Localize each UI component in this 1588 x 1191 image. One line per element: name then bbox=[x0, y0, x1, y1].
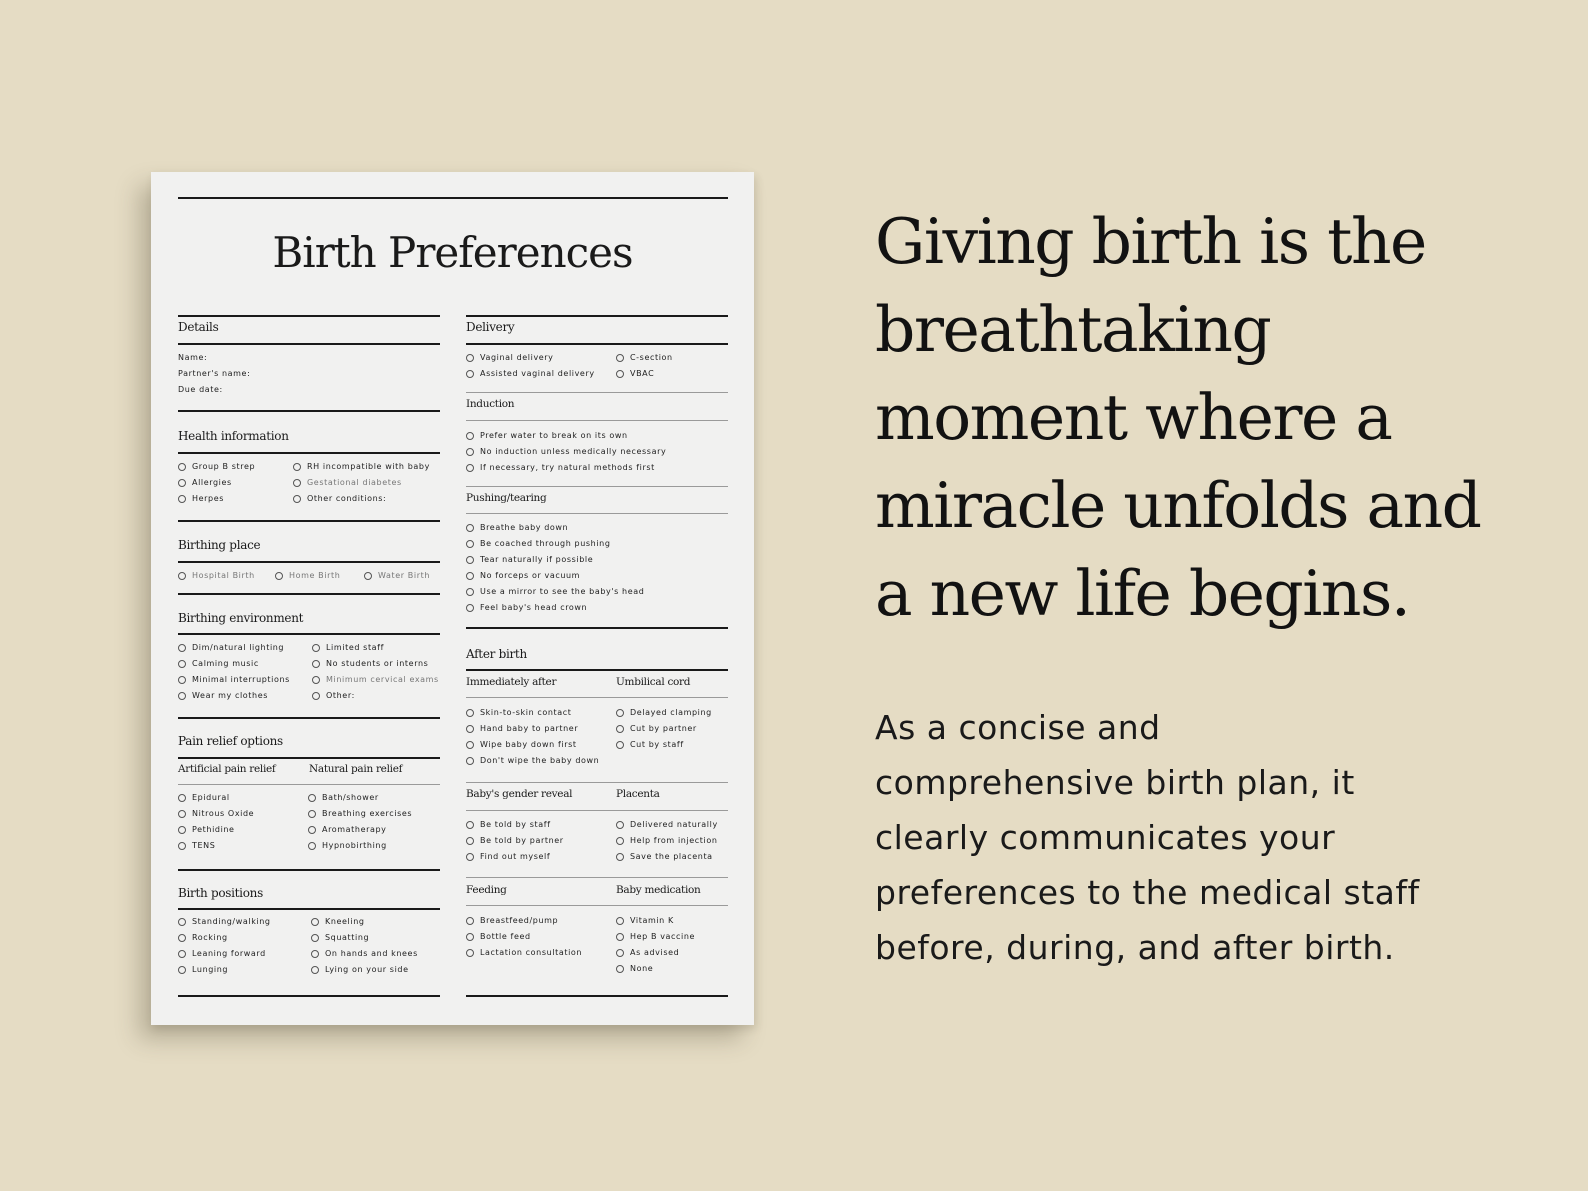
checkbox-icon[interactable] bbox=[178, 918, 186, 926]
option-other-conditions[interactable] bbox=[293, 494, 386, 503]
checkbox-icon[interactable] bbox=[308, 794, 316, 802]
section-title-details: Details bbox=[178, 320, 219, 334]
checkbox-icon[interactable] bbox=[178, 692, 186, 700]
option-label: Cut by staff bbox=[630, 740, 684, 749]
option-no-students[interactable] bbox=[312, 659, 428, 668]
checkbox-icon[interactable] bbox=[466, 709, 474, 717]
option-bath-shower[interactable] bbox=[308, 793, 379, 802]
option-help-from-injection[interactable] bbox=[616, 836, 718, 845]
checkbox-icon[interactable] bbox=[311, 950, 319, 958]
headline-line: Giving birth is the bbox=[875, 205, 1426, 278]
body-line: clearly communicates your bbox=[875, 818, 1336, 857]
option-label: Aromatherapy bbox=[322, 825, 387, 834]
checkbox-icon[interactable] bbox=[466, 725, 474, 733]
option-label: Hep B vaccine bbox=[630, 932, 696, 941]
checkbox-icon[interactable] bbox=[616, 933, 624, 941]
checkbox-icon[interactable] bbox=[616, 725, 624, 733]
section-rule bbox=[178, 410, 440, 412]
option-wipe-baby-first[interactable] bbox=[466, 740, 577, 749]
option-wear-my-clothes[interactable] bbox=[178, 691, 268, 700]
option-vbac[interactable] bbox=[616, 369, 654, 378]
subsection-rule bbox=[466, 697, 728, 698]
option-epidural[interactable] bbox=[178, 793, 230, 802]
option-c-section[interactable] bbox=[616, 353, 673, 362]
checkbox-icon[interactable] bbox=[616, 709, 624, 717]
checkbox-icon[interactable] bbox=[312, 676, 320, 684]
option-label: Home Birth bbox=[289, 571, 341, 580]
option-lunging[interactable] bbox=[178, 965, 228, 974]
option-label: RH incompatible with baby bbox=[307, 462, 430, 471]
checkbox-icon[interactable] bbox=[311, 966, 319, 974]
option-label: Lunging bbox=[192, 965, 229, 974]
option-label: Standing/walking bbox=[192, 917, 271, 926]
body-line: preferences to the medical staff bbox=[875, 873, 1420, 912]
section-rule bbox=[466, 315, 728, 317]
headline-line: a new life begins. bbox=[875, 557, 1410, 630]
subsection-rule bbox=[466, 782, 728, 783]
option-label: Water Birth bbox=[378, 571, 430, 580]
option-leaning-forward[interactable] bbox=[178, 949, 266, 958]
checkbox-icon[interactable] bbox=[616, 354, 624, 362]
checkbox-icon[interactable] bbox=[178, 950, 186, 958]
checkbox-icon[interactable] bbox=[466, 933, 474, 941]
option-rh-incompatible[interactable] bbox=[293, 462, 430, 471]
checkbox-icon[interactable] bbox=[178, 479, 186, 487]
option-label: Other: bbox=[326, 691, 355, 700]
checkbox-icon[interactable] bbox=[364, 572, 372, 580]
option-natural-methods-first[interactable] bbox=[466, 463, 655, 472]
birth-preferences-sheet bbox=[151, 172, 754, 1025]
section-rule bbox=[178, 520, 440, 522]
option-calming-music[interactable] bbox=[178, 659, 259, 668]
bottom-rule bbox=[466, 995, 728, 997]
checkbox-icon[interactable] bbox=[466, 741, 474, 749]
body-copy bbox=[875, 700, 1535, 975]
subsection-rule bbox=[466, 486, 728, 487]
option-hep-b-vaccine[interactable] bbox=[616, 932, 695, 941]
section-rule bbox=[178, 561, 440, 563]
checkbox-icon[interactable] bbox=[308, 810, 316, 818]
option-label: None bbox=[630, 964, 654, 973]
option-label: Use a mirror to see the baby's head bbox=[480, 587, 645, 596]
section-title-pushing: Pushing/tearing bbox=[466, 492, 547, 504]
section-rule bbox=[466, 343, 728, 345]
option-label: Vaginal delivery bbox=[480, 353, 554, 362]
checkbox-icon[interactable] bbox=[293, 479, 301, 487]
checkbox-icon[interactable] bbox=[466, 370, 474, 378]
checkbox-icon[interactable] bbox=[178, 644, 186, 652]
option-label: Cut by partner bbox=[630, 724, 697, 733]
section-title-delivery: Delivery bbox=[466, 320, 515, 334]
option-other-environment[interactable] bbox=[312, 691, 355, 700]
checkbox-icon[interactable] bbox=[293, 495, 301, 503]
section-rule bbox=[178, 717, 440, 719]
subtitle-natural-pain-relief: Natural pain relief bbox=[309, 763, 403, 775]
option-label: Dim/natural lighting bbox=[192, 643, 285, 652]
option-label: VBAC bbox=[630, 369, 655, 378]
subsection-rule bbox=[466, 420, 728, 421]
body-line: As a concise and bbox=[875, 708, 1161, 747]
option-label: As advised bbox=[630, 948, 680, 957]
option-label: TENS bbox=[192, 841, 216, 850]
checkbox-icon[interactable] bbox=[178, 676, 186, 684]
body-line: comprehensive birth plan, it bbox=[875, 763, 1355, 802]
body-line: before, during, and after birth. bbox=[875, 928, 1395, 967]
checkbox-icon[interactable] bbox=[616, 821, 624, 829]
section-rule bbox=[178, 869, 440, 871]
section-rule bbox=[466, 669, 728, 671]
option-label: Help from injection bbox=[630, 836, 718, 845]
option-told-by-partner[interactable] bbox=[466, 836, 564, 845]
option-label: Lying on your side bbox=[325, 965, 409, 974]
section-title-positions: Birth positions bbox=[178, 886, 263, 900]
left-column bbox=[178, 172, 440, 1025]
checkbox-icon[interactable] bbox=[466, 556, 474, 564]
checkbox-icon[interactable] bbox=[466, 588, 474, 596]
option-dont-wipe-baby[interactable] bbox=[466, 756, 599, 765]
option-none[interactable] bbox=[616, 964, 653, 973]
option-label: Delayed clamping bbox=[630, 708, 712, 717]
subsection-rule bbox=[466, 392, 728, 393]
checkbox-icon[interactable] bbox=[178, 660, 186, 668]
option-label: Hypnobirthing bbox=[322, 841, 387, 850]
checkbox-icon[interactable] bbox=[178, 810, 186, 818]
option-no-forceps[interactable] bbox=[466, 571, 580, 580]
checkbox-icon[interactable] bbox=[311, 934, 319, 942]
document-title: Birth Preferences bbox=[272, 228, 633, 277]
option-label: Group B strep bbox=[192, 462, 256, 471]
option-limited-staff[interactable] bbox=[312, 643, 384, 652]
option-breathe-baby-down[interactable] bbox=[466, 523, 568, 532]
option-hands-and-knees[interactable] bbox=[311, 949, 418, 958]
option-label: Wipe baby down first bbox=[480, 740, 577, 749]
checkbox-icon[interactable] bbox=[616, 917, 624, 925]
checkbox-icon[interactable] bbox=[466, 354, 474, 362]
option-label: Be told by partner bbox=[480, 836, 564, 845]
option-tear-naturally[interactable] bbox=[466, 555, 593, 564]
checkbox-icon[interactable] bbox=[466, 432, 474, 440]
option-gestational-diabetes[interactable] bbox=[293, 478, 402, 487]
checkbox-icon[interactable] bbox=[308, 842, 316, 850]
checkbox-icon[interactable] bbox=[466, 757, 474, 765]
option-label: Be coached through pushing bbox=[480, 539, 611, 548]
checkbox-icon[interactable] bbox=[178, 463, 186, 471]
option-squatting[interactable] bbox=[311, 933, 369, 942]
option-minimum-exams[interactable] bbox=[312, 675, 439, 684]
subsection-rule bbox=[466, 513, 728, 514]
option-lactation-consultation[interactable] bbox=[466, 948, 582, 957]
checkbox-icon[interactable] bbox=[178, 966, 186, 974]
option-group-b-strep[interactable] bbox=[178, 462, 255, 471]
option-label: Breathe baby down bbox=[480, 523, 569, 532]
checkbox-icon[interactable] bbox=[466, 448, 474, 456]
section-rule bbox=[178, 343, 440, 345]
checkbox-icon[interactable] bbox=[616, 965, 624, 973]
subtitle-umbilical-cord: Umbilical cord bbox=[616, 676, 691, 688]
name-field-label: Name: bbox=[178, 353, 208, 362]
option-water-birth[interactable] bbox=[364, 571, 430, 580]
option-label: No forceps or vacuum bbox=[480, 571, 581, 580]
option-save-placenta[interactable] bbox=[616, 852, 713, 861]
option-label: Don't wipe the baby down bbox=[480, 756, 600, 765]
option-no-induction[interactable] bbox=[466, 447, 666, 456]
subtitle-feeding: Feeding bbox=[466, 884, 507, 896]
checkbox-icon[interactable] bbox=[178, 794, 186, 802]
option-label: Delivered naturally bbox=[630, 820, 718, 829]
option-told-by-staff[interactable] bbox=[466, 820, 551, 829]
option-delivered-naturally[interactable] bbox=[616, 820, 718, 829]
option-water-break-own[interactable] bbox=[466, 431, 628, 440]
option-label: Squatting bbox=[325, 933, 370, 942]
checkbox-icon[interactable] bbox=[312, 692, 320, 700]
option-hospital-birth[interactable] bbox=[178, 571, 255, 580]
option-breastfeed-pump[interactable] bbox=[466, 916, 558, 925]
option-bottle-feed[interactable] bbox=[466, 932, 531, 941]
option-feel-head-crown[interactable] bbox=[466, 603, 587, 612]
headline bbox=[875, 198, 1515, 638]
checkbox-icon[interactable] bbox=[275, 572, 283, 580]
section-title-environment: Birthing environment bbox=[178, 611, 304, 625]
checkbox-icon[interactable] bbox=[466, 837, 474, 845]
option-label: If necessary, try natural methods first bbox=[480, 463, 655, 472]
subtitle-baby-medication: Baby medication bbox=[616, 884, 701, 896]
option-label: Bath/shower bbox=[322, 793, 379, 802]
option-hypnobirthing[interactable] bbox=[308, 841, 387, 850]
checkbox-icon[interactable] bbox=[616, 370, 624, 378]
subsection-rule bbox=[466, 877, 728, 878]
headline-line: breathtaking bbox=[875, 293, 1271, 366]
option-label: Epidural bbox=[192, 793, 230, 802]
option-label: Kneeling bbox=[325, 917, 365, 926]
checkbox-icon[interactable] bbox=[312, 644, 320, 652]
option-label: On hands and knees bbox=[325, 949, 418, 958]
option-label: Skin-to-skin contact bbox=[480, 708, 572, 717]
option-as-advised[interactable] bbox=[616, 948, 679, 957]
checkbox-icon[interactable] bbox=[466, 464, 474, 472]
option-label: Find out myself bbox=[480, 852, 551, 861]
option-label: Prefer water to break on its own bbox=[480, 431, 628, 440]
option-allergies[interactable] bbox=[178, 478, 232, 487]
option-label: Other conditions: bbox=[307, 494, 387, 503]
option-label: Wear my clothes bbox=[192, 691, 268, 700]
section-title-after-birth: After birth bbox=[466, 647, 527, 661]
section-rule bbox=[178, 593, 440, 595]
option-vitamin-k[interactable] bbox=[616, 916, 674, 925]
option-skin-to-skin[interactable] bbox=[466, 708, 572, 717]
checkbox-icon[interactable] bbox=[616, 837, 624, 845]
option-label: Vitamin K bbox=[630, 916, 674, 925]
checkbox-icon[interactable] bbox=[466, 572, 474, 580]
checkbox-icon[interactable] bbox=[466, 604, 474, 612]
due-date-field-label: Due date: bbox=[178, 385, 223, 394]
checkbox-icon[interactable] bbox=[616, 741, 624, 749]
option-kneeling[interactable] bbox=[311, 917, 365, 926]
option-label: Minimal interruptions bbox=[192, 675, 290, 684]
option-label: Pethidine bbox=[192, 825, 235, 834]
option-label: Nitrous Oxide bbox=[192, 809, 255, 818]
partner-name-field-label: Partner's name: bbox=[178, 369, 251, 378]
checkbox-icon[interactable] bbox=[178, 842, 186, 850]
checkbox-icon[interactable] bbox=[311, 918, 319, 926]
checkbox-icon[interactable] bbox=[466, 853, 474, 861]
checkbox-icon[interactable] bbox=[178, 495, 186, 503]
option-cut-by-partner[interactable] bbox=[616, 724, 697, 733]
checkbox-icon[interactable] bbox=[616, 949, 624, 957]
option-label: Hand baby to partner bbox=[480, 724, 579, 733]
option-label: Gestational diabetes bbox=[307, 478, 402, 487]
checkbox-icon[interactable] bbox=[308, 826, 316, 834]
option-aromatherapy[interactable] bbox=[308, 825, 387, 834]
option-herpes[interactable] bbox=[178, 494, 224, 503]
option-delayed-clamping[interactable] bbox=[616, 708, 712, 717]
option-label: C-section bbox=[630, 353, 673, 362]
checkbox-icon[interactable] bbox=[466, 949, 474, 957]
subtitle-immediately-after: Immediately after bbox=[466, 676, 557, 688]
checkbox-icon[interactable] bbox=[178, 572, 186, 580]
section-rule bbox=[178, 757, 440, 759]
option-vaginal-delivery[interactable] bbox=[466, 353, 554, 362]
subtitle-artificial-pain-relief: Artificial pain relief bbox=[178, 763, 276, 775]
option-rocking[interactable] bbox=[178, 933, 228, 942]
option-label: Herpes bbox=[192, 494, 224, 503]
right-column bbox=[466, 172, 728, 1025]
option-pethidine[interactable] bbox=[178, 825, 235, 834]
option-cut-by-staff[interactable] bbox=[616, 740, 684, 749]
option-hand-to-partner[interactable] bbox=[466, 724, 578, 733]
section-rule bbox=[178, 633, 440, 635]
section-title-birthing-place: Birthing place bbox=[178, 538, 261, 552]
section-title-health: Health information bbox=[178, 429, 289, 443]
option-label: Save the placenta bbox=[630, 852, 713, 861]
option-tens[interactable] bbox=[178, 841, 215, 850]
checkbox-icon[interactable] bbox=[466, 821, 474, 829]
subtitle-placenta: Placenta bbox=[616, 788, 660, 800]
option-label: Allergies bbox=[192, 478, 232, 487]
option-label: No students or interns bbox=[326, 659, 429, 668]
subsection-rule bbox=[178, 784, 440, 785]
option-minimal-interruptions[interactable] bbox=[178, 675, 290, 684]
option-find-out-myself[interactable] bbox=[466, 852, 550, 861]
section-rule bbox=[178, 315, 440, 317]
section-rule bbox=[466, 627, 728, 629]
checkbox-icon[interactable] bbox=[178, 826, 186, 834]
headline-line: moment where a bbox=[875, 381, 1392, 454]
checkbox-icon[interactable] bbox=[293, 463, 301, 471]
option-label: Be told by staff bbox=[480, 820, 551, 829]
option-dim-lighting[interactable] bbox=[178, 643, 284, 652]
option-assisted-vaginal-delivery[interactable] bbox=[466, 369, 595, 378]
option-label: Breathing exercises bbox=[322, 809, 413, 818]
option-coached-pushing[interactable] bbox=[466, 539, 611, 548]
checkbox-icon[interactable] bbox=[466, 917, 474, 925]
option-breathing-exercises[interactable] bbox=[308, 809, 412, 818]
section-rule bbox=[178, 452, 440, 454]
option-home-birth[interactable] bbox=[275, 571, 340, 580]
option-label: Bottle feed bbox=[480, 932, 531, 941]
option-use-mirror[interactable] bbox=[466, 587, 644, 596]
option-label: Limited staff bbox=[326, 643, 385, 652]
section-title-induction: Induction bbox=[466, 398, 515, 410]
option-label: Leaning forward bbox=[192, 949, 266, 958]
option-label: Calming music bbox=[192, 659, 259, 668]
bottom-rule bbox=[178, 995, 440, 997]
checkbox-icon[interactable] bbox=[616, 853, 624, 861]
option-label: Assisted vaginal delivery bbox=[480, 369, 595, 378]
checkbox-icon[interactable] bbox=[178, 934, 186, 942]
subsection-rule bbox=[466, 810, 728, 811]
option-label: Feel baby's head crown bbox=[480, 603, 588, 612]
option-label: Minimum cervical exams bbox=[326, 675, 439, 684]
option-nitrous-oxide[interactable] bbox=[178, 809, 254, 818]
option-lying-on-side[interactable] bbox=[311, 965, 409, 974]
option-label: Tear naturally if possible bbox=[480, 555, 594, 564]
option-standing-walking[interactable] bbox=[178, 917, 271, 926]
checkbox-icon[interactable] bbox=[466, 540, 474, 548]
option-label: No induction unless medically necessary bbox=[480, 447, 667, 456]
checkbox-icon[interactable] bbox=[312, 660, 320, 668]
checkbox-icon[interactable] bbox=[466, 524, 474, 532]
headline-line: miracle unfolds and bbox=[875, 469, 1481, 542]
option-label: Lactation consultation bbox=[480, 948, 583, 957]
section-rule bbox=[178, 908, 440, 910]
subtitle-gender-reveal: Baby's gender reveal bbox=[466, 788, 573, 800]
subsection-rule bbox=[466, 905, 728, 906]
option-label: Breastfeed/pump bbox=[480, 916, 559, 925]
option-label: Hospital Birth bbox=[192, 571, 255, 580]
option-label: Rocking bbox=[192, 933, 228, 942]
section-title-pain-relief: Pain relief options bbox=[178, 734, 283, 748]
